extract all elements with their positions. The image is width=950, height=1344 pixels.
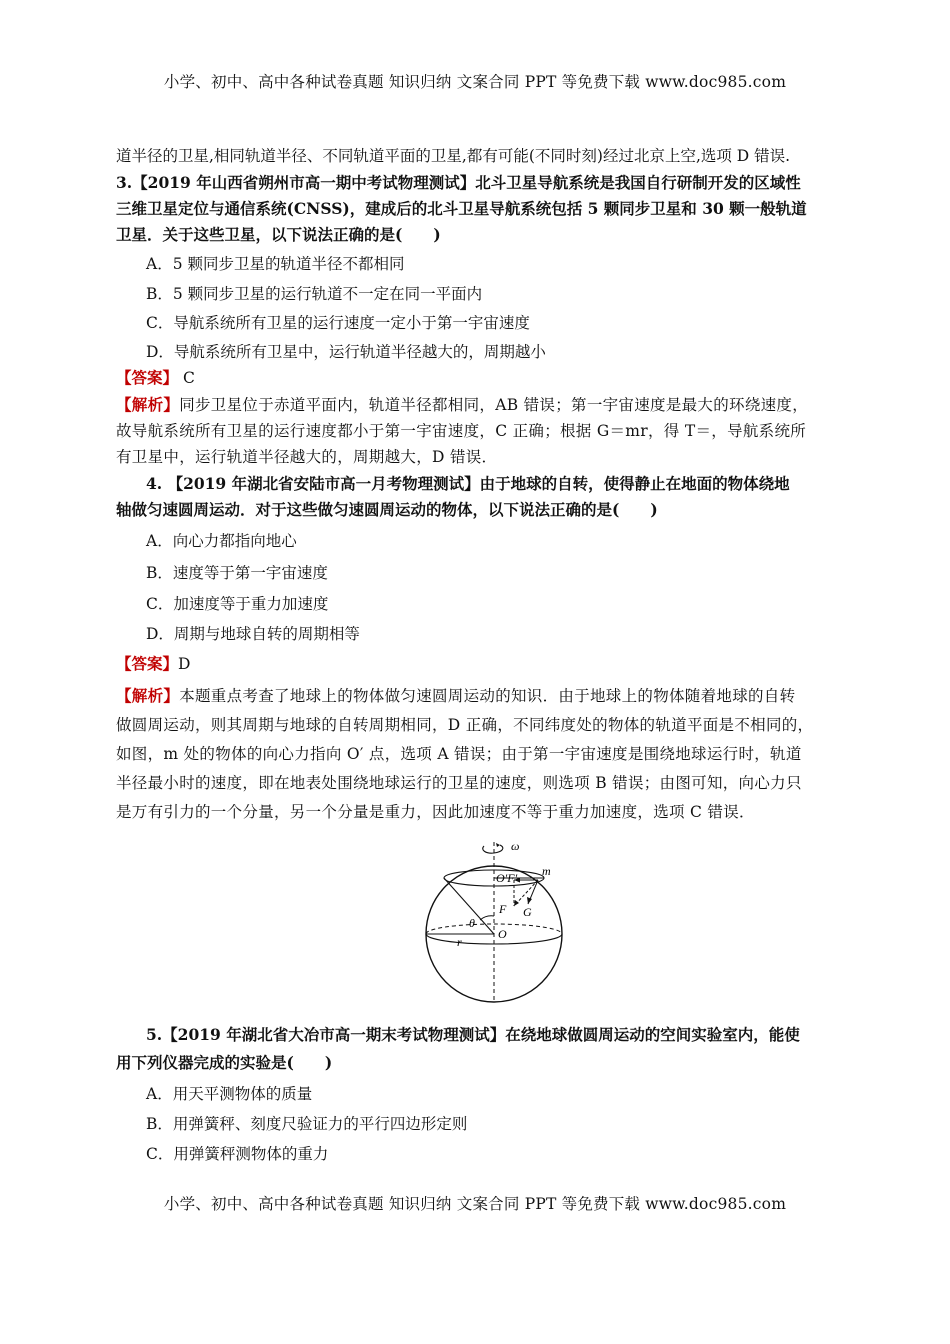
- label-m: m: [542, 864, 551, 878]
- q3-analysis-line3: 有卫星中，运行轨道半径越大的，周期越大，D 错误．: [116, 448, 498, 466]
- rotation-arrowhead: [496, 843, 500, 847]
- q4-analysis-label: 【解析】: [116, 686, 180, 705]
- gravity-arrowhead: [527, 897, 532, 904]
- q5-stem-line2: 用下列仪器完成的实验是( ): [116, 1053, 333, 1072]
- earth-rotation-diagram: [410, 834, 580, 1004]
- q5-option-b: B．用弹簧秤、刻度尺验证力的平行四边形定则: [146, 1115, 468, 1133]
- label-theta: θ: [469, 916, 475, 930]
- label-o: O: [498, 927, 507, 941]
- q3-option-c: C．导航系统所有卫星的运行速度一定小于第一宇宙速度: [146, 314, 530, 332]
- q3-analysis-text1: 同步卫星位于赤道平面内，轨道半径都相同，AB 错误；第一宇宙速度是最大的环绕速度，: [179, 396, 809, 414]
- label-f: F: [499, 902, 507, 916]
- q3-stem-line3: 卫星．关于这些卫星，以下说法正确的是( ): [116, 225, 441, 244]
- q5-option-c: C．用弹簧秤测物体的重力: [146, 1145, 329, 1163]
- q3-answer: [116, 368, 195, 388]
- q5-stem-line1: 5.【2019 年湖北省大冶市高一期末考试物理测试】在绕地球做圆周运动的空间实验室内，能使: [146, 1025, 800, 1044]
- label-omega: ω: [511, 839, 520, 853]
- q4-stem-line2: 轴做匀速圆周运动．对于这些做匀速圆周运动的物体，以下说法正确的是( ): [116, 500, 658, 519]
- page-footer: 小学、初中、高中各种试卷真题 知识归纳 文案合同 PPT 等免费下载 www.doc985.com: [163, 1195, 787, 1213]
- page-header: 小学、初中、高中各种试卷真题 知识归纳 文案合同 PPT 等免费下载 www.doc985.com: [163, 73, 787, 91]
- theta-arc: [480, 916, 494, 920]
- q4-option-b: B．速度等于第一宇宙速度: [146, 564, 328, 582]
- prev-answer-tail: 道半径的卫星,相同轨道半径、不同轨道平面的卫星,都有可能(不同时刻)经过北京上空,选项 D 错误.: [116, 147, 791, 165]
- q4-answer-value: D: [178, 655, 191, 673]
- q3-stem-line2: 三维卫星定位与通信系统(CNSS)，建成后的北斗卫星导航系统包括 5 颗同步卫星和 30 颗一般轨道: [116, 199, 807, 218]
- q3-option-d: D．导航系统所有卫星中，运行轨道半径越大的，周期越小: [146, 343, 546, 361]
- q3-option-a: A．5 颗同步卫星的轨道半径不都相同: [146, 255, 405, 273]
- q4-answer-label: 【答案】: [116, 654, 179, 673]
- q3-answer-value: C: [178, 369, 195, 387]
- label-g: G: [523, 905, 532, 919]
- q4-analysis-line5: 是万有引力的一个分量，另一个分量是重力，因此加速度不等于重力加速度，选项 C 错误．: [116, 803, 755, 821]
- q3-option-b: B．5 颗同步卫星的运行轨道不一定在同一平面内: [146, 285, 483, 303]
- q4-analysis-line4: 半径最小时的速度，即在地表处围绕地球运行的卫星的速度，则选项 B 错误；由图可知，向心力只: [116, 774, 802, 792]
- label-oprime-f: O′F′: [496, 871, 518, 885]
- q4-analysis-line2: 做圆周运动，则其周期与地球的自转周期相同，D 正确，不同纬度处的物体的轨道平面是不相同的，: [116, 716, 814, 734]
- q4-answer: [116, 654, 190, 674]
- q3-answer-label: 【答案】: [116, 368, 179, 387]
- q4-analysis-text1: 本题重点考查了地球上的物体做匀速圆周运动的知识．由于地球上的物体随着地球的自转: [179, 687, 796, 705]
- q3-analysis-line1: [116, 395, 808, 415]
- q4-option-c: C．加速度等于重力加速度: [146, 595, 329, 613]
- q4-analysis-line3: 如图，m 处的物体的向心力指向 O′ 点，选项 A 错误；由于第一宇宙速度是围绕地球运行时，轨道: [116, 745, 802, 763]
- q4-stem-line1: 4. 【2019 年湖北省安陆市高一月考物理测试】由于地球的自转，使得静止在地面的物体绕地: [146, 474, 790, 493]
- force-f-arrowhead: [514, 900, 519, 906]
- q3-analysis-line2: 故导航系统所有卫星的运行速度都小于第一宇宙速度，C 正确；根据 G＝mr，得 T＝，导航系统所: [116, 422, 807, 440]
- q3-analysis-label: 【解析】: [116, 395, 180, 414]
- q4-option-d: D．周期与地球自转的周期相等: [146, 625, 360, 643]
- rotation-arrow: [483, 845, 503, 853]
- q4-analysis-line1: [116, 686, 795, 706]
- q5-option-a: A．用天平测物体的质量: [146, 1085, 313, 1103]
- q4-option-a: A．向心力都指向地心: [146, 532, 297, 550]
- label-r: r: [457, 935, 462, 949]
- q3-stem-line1: 3.【2019 年山西省朔州市高一期中考试物理测试】北斗卫星导航系统是我国自行研制开发的区域性: [116, 173, 801, 192]
